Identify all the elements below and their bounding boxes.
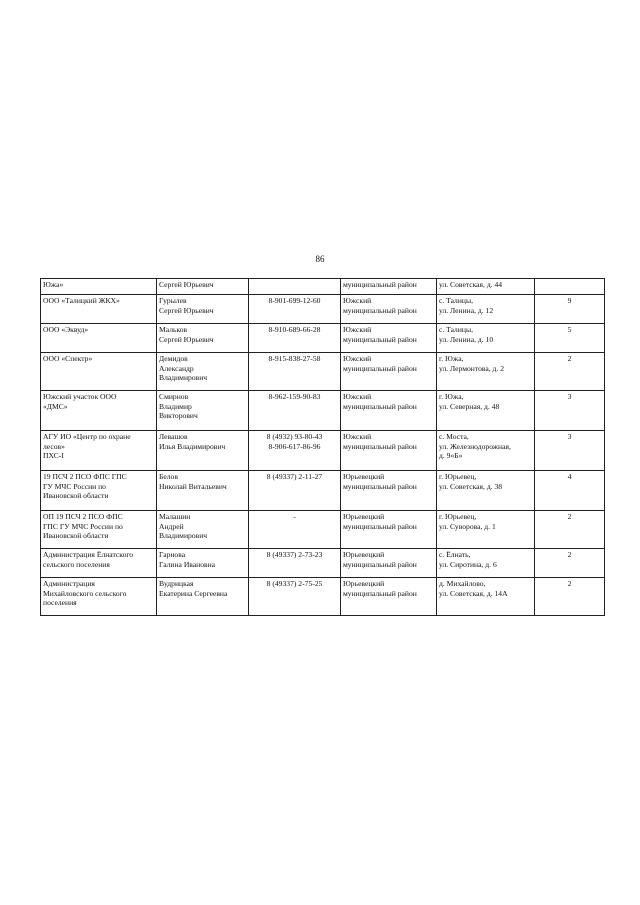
- contact-person-line: Владимир: [159, 401, 192, 411]
- organization-line: Администрация: [43, 579, 95, 588]
- district-cell: [341, 353, 437, 391]
- organization-line: ПХС-I: [43, 451, 64, 461]
- district-line: муниципальный район: [343, 401, 417, 411]
- district-cell: [341, 324, 437, 353]
- address-line: ул. Советская, д. 14А: [439, 588, 508, 598]
- contacts-table: [40, 278, 605, 616]
- address-cell: [437, 324, 535, 353]
- organization-cell: [41, 391, 157, 431]
- district-line: муниципальный район: [343, 363, 417, 373]
- address-line: с. Талицы,: [439, 325, 473, 334]
- contact-person-line: Мальков: [159, 325, 188, 334]
- phone-line: 8 (49337) 2-73-23: [266, 550, 323, 559]
- address-line: ул. Сиротина, д. 6: [439, 559, 497, 569]
- district-line: муниципальный район: [343, 521, 417, 531]
- address-line: с. Моста,: [439, 432, 469, 441]
- address-cell: [437, 471, 535, 511]
- phone-cell: [249, 578, 341, 616]
- contact-person-line: Малашин: [159, 512, 191, 521]
- phone-line: -: [293, 512, 296, 521]
- address-cell: [437, 431, 535, 471]
- phone-line: 8 (4932) 93-80-43: [266, 432, 323, 441]
- address-cell: [437, 353, 535, 391]
- phone-cell: [249, 391, 341, 431]
- contact-person-line: Гарнова: [159, 550, 186, 559]
- address-line: д. Михайлово,: [439, 579, 486, 588]
- phone-line: 8-915-838-27-58: [268, 354, 321, 363]
- contact-person-cell: [157, 295, 249, 324]
- organization-line: Южа»: [43, 280, 64, 289]
- district-cell: [341, 511, 437, 549]
- address-cell: [437, 549, 535, 578]
- contact-person-line: Демидов: [159, 354, 188, 363]
- phone-line: 8-962-159-90-83: [268, 392, 321, 401]
- count-cell: 2: [535, 578, 605, 616]
- table-row: [41, 471, 605, 511]
- district-line: муниципальный район: [343, 588, 417, 598]
- contact-person-line: Илья Владимирович: [159, 441, 226, 451]
- table-row: [41, 353, 605, 391]
- district-line: муниципальный район: [343, 280, 417, 289]
- organization-cell: [41, 578, 157, 616]
- contact-person-cell: [157, 511, 249, 549]
- district-line: муниципальный район: [343, 559, 417, 569]
- address-line: с. Талицы,: [439, 296, 473, 305]
- address-line: д. 9«Б»: [439, 451, 463, 461]
- address-cell: [437, 391, 535, 431]
- organization-cell: [41, 511, 157, 549]
- table-row: [41, 324, 605, 353]
- address-line: ул. Советская, д. 38: [439, 481, 503, 491]
- organization-line: «ДМС»: [43, 401, 68, 411]
- address-line: ул. Железнодорожная,: [439, 441, 511, 451]
- district-cell: [341, 578, 437, 616]
- contact-person-line: Белов: [159, 472, 178, 481]
- organization-line: Южский участок ООО: [43, 392, 117, 401]
- contact-person-line: Викторович: [159, 411, 198, 421]
- organization-line: ОП 19 ПСЧ 2 ПСО ФПС: [43, 512, 123, 521]
- organization-cell: [41, 431, 157, 471]
- phone-cell: [249, 295, 341, 324]
- contact-person-line: Николай Витальевич: [159, 481, 227, 491]
- district-line: Юрьевецкий: [343, 579, 385, 588]
- address-cell: [437, 578, 535, 616]
- contact-person-line: Сергей Юрьевич: [159, 334, 214, 344]
- address-line: ул. Лермонтова, д. 2: [439, 363, 504, 373]
- table-row: [41, 549, 605, 578]
- address-line: ул. Ленина, д. 10: [439, 334, 494, 344]
- district-line: муниципальный район: [343, 334, 417, 344]
- phone-line: 8-906-617-86-96: [268, 441, 321, 451]
- organization-cell: [41, 353, 157, 391]
- district-cell: [341, 471, 437, 511]
- district-line: Южский: [343, 354, 372, 363]
- contact-person-cell: [157, 353, 249, 391]
- phone-cell: [249, 279, 341, 295]
- district-cell: [341, 279, 437, 295]
- contact-person-line: Сергей Юрьевич: [159, 280, 214, 289]
- contact-person-cell: [157, 549, 249, 578]
- address-line: г. Юрьевец,: [439, 472, 477, 481]
- phone-line: 8-901-699-12-60: [268, 296, 321, 305]
- contact-person-line: Екатерина Сергеевна: [159, 588, 228, 598]
- address-line: ул. Суворова, д. 1: [439, 521, 496, 531]
- count-cell: 5: [535, 324, 605, 353]
- district-cell: [341, 431, 437, 471]
- contact-person-line: Левашов: [159, 432, 188, 441]
- count-cell: 3: [535, 391, 605, 431]
- contact-person-line: Вудрицкая: [159, 579, 194, 588]
- page-number: 86: [315, 254, 325, 264]
- organization-line: ГПС ГУ МЧС России по: [43, 521, 123, 531]
- district-cell: [341, 295, 437, 324]
- contact-person-cell: [157, 279, 249, 295]
- district-line: Юрьевецкий: [343, 472, 385, 481]
- count-cell: 2: [535, 511, 605, 549]
- contact-person-cell: [157, 471, 249, 511]
- phone-cell: [249, 431, 341, 471]
- organization-line: ООО «Эквуд»: [43, 325, 89, 334]
- organization-line: ГУ МЧС России по: [43, 481, 106, 491]
- district-line: Южский: [343, 392, 372, 401]
- district-line: Южский: [343, 325, 372, 334]
- district-line: муниципальный район: [343, 481, 417, 491]
- organization-line: ООО «Талицкий ЖКХ»: [43, 296, 120, 305]
- table-row: [41, 578, 605, 616]
- table-row: [41, 295, 605, 324]
- organization-line: лесов»: [43, 441, 65, 451]
- phone-cell: [249, 471, 341, 511]
- count-cell: 4: [535, 471, 605, 511]
- contact-person-cell: [157, 431, 249, 471]
- count-cell: 3: [535, 431, 605, 471]
- address-line: ул. Ленина, д. 12: [439, 305, 494, 315]
- phone-cell: [249, 353, 341, 391]
- address-cell: [437, 279, 535, 295]
- phone-cell: [249, 549, 341, 578]
- address-line: с. Ёлнать,: [439, 550, 471, 559]
- organization-line: 19 ПСЧ 2 ПСО ФПС ГПС: [43, 472, 127, 481]
- contact-person-line: Андрей: [159, 521, 184, 531]
- count-cell: 2: [535, 549, 605, 578]
- organization-cell: [41, 295, 157, 324]
- organization-cell: [41, 279, 157, 295]
- phone-cell: [249, 511, 341, 549]
- organization-cell: [41, 471, 157, 511]
- district-line: Юрьевецкий: [343, 512, 385, 521]
- organization-line: ООО «Спектр»: [43, 354, 93, 363]
- phone-line: 8-910-689-66-28: [268, 325, 321, 334]
- address-line: ул. Советская, д. 44: [439, 280, 503, 289]
- contact-person-line: Владимирович: [159, 531, 208, 541]
- organization-line: Ивановской области: [43, 531, 109, 541]
- contact-person-cell: [157, 578, 249, 616]
- district-line: Южский: [343, 296, 372, 305]
- organization-line: сельского поселения: [43, 559, 110, 569]
- table-row: [41, 511, 605, 549]
- table-row: [41, 279, 605, 295]
- organization-line: АГУ ИО «Центр по охране: [43, 432, 131, 441]
- phone-line: 8 (49337) 2-75-25: [266, 579, 323, 588]
- organization-line: поселения: [43, 598, 77, 608]
- phone-line: 8 (49337) 2-11-27: [266, 472, 323, 481]
- phone-cell: [249, 324, 341, 353]
- organization-line: Ивановской области: [43, 491, 109, 501]
- contact-person-line: Владимирович: [159, 373, 208, 383]
- count-cell: [535, 279, 605, 295]
- count-cell: 9: [535, 295, 605, 324]
- address-cell: [437, 511, 535, 549]
- address-line: ул. Северная, д. 48: [439, 401, 500, 411]
- count-cell: 2: [535, 353, 605, 391]
- contact-person-cell: [157, 391, 249, 431]
- organization-cell: [41, 324, 157, 353]
- organization-cell: [41, 549, 157, 578]
- contact-person-line: Галина Ивановна: [159, 559, 216, 569]
- organization-line: Администрация Ёлнатского: [43, 550, 134, 559]
- address-line: г. Южа,: [439, 392, 464, 401]
- address-line: г. Юрьевец,: [439, 512, 477, 521]
- contact-person-cell: [157, 324, 249, 353]
- table-row: [41, 391, 605, 431]
- address-line: г. Южа,: [439, 354, 464, 363]
- district-cell: [341, 391, 437, 431]
- table-row: [41, 431, 605, 471]
- district-line: муниципальный район: [343, 441, 417, 451]
- contact-person-line: Гурылев: [159, 296, 187, 305]
- organization-line: Михайловского сельского: [43, 588, 127, 598]
- district-cell: [341, 549, 437, 578]
- table-body: [41, 279, 605, 616]
- contact-person-line: Александр: [159, 363, 194, 373]
- contact-person-line: Сергей Юрьевич: [159, 305, 214, 315]
- district-line: Юрьевецкий: [343, 550, 385, 559]
- address-cell: [437, 295, 535, 324]
- district-line: муниципальный район: [343, 305, 417, 315]
- contact-person-line: Смирнов: [159, 392, 189, 401]
- district-line: Южский: [343, 432, 372, 441]
